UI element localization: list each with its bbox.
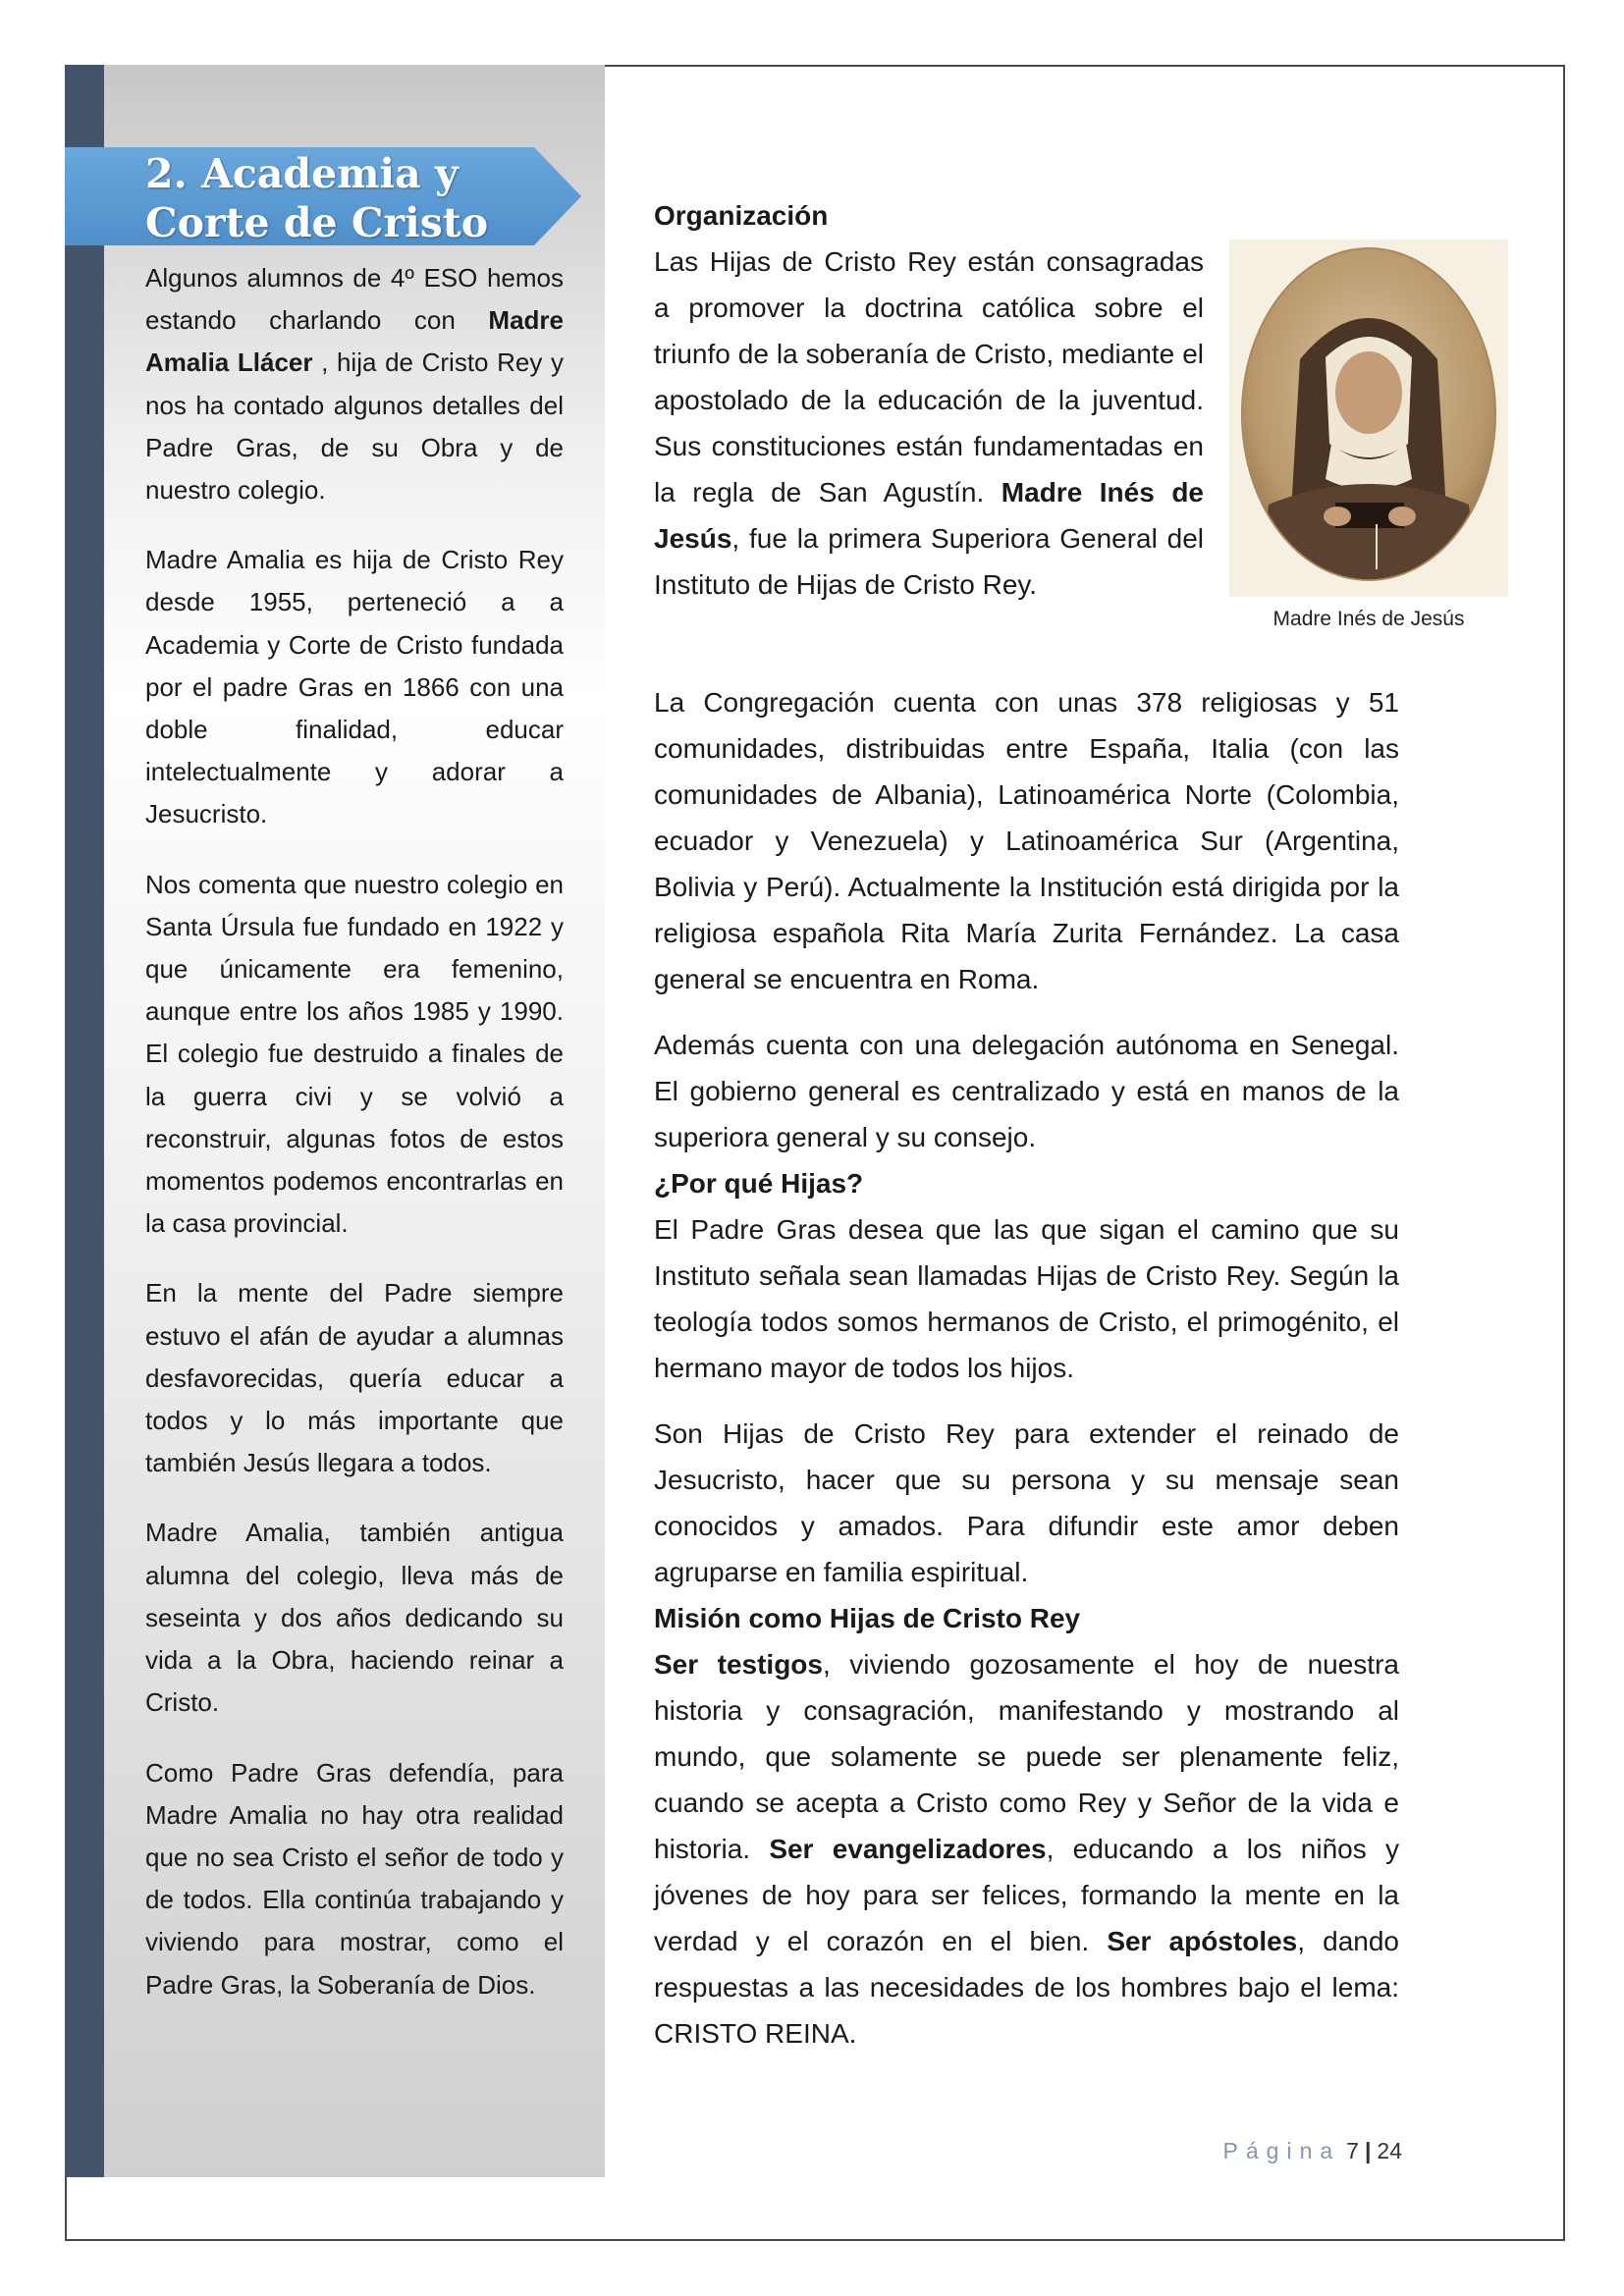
mision-paragraph: Ser testigos, viviendo gozosamente el hoy de nuestra historia y consagración, manifestando y mostrando al mundo, que solamente se puede ser plenamente feliz, cuando se acepta a Cristo como Rey y Señor de la vida e historia. Ser evangelizadores, educando a los niños y jóvenes de hoy para ser felices, formando la mente en la verdad y el corazón en el bien. Ser apóstoles, dando respuestas a las necesidades de los hombres bajo el lema: CRISTO REINA. [654,1649,1399,2049]
sidebar-paragraph-1: Algunos alumnos de 4º ESO hemos estando charlando con Madre Amalia Llácer , hija de Cristo Rey y nos ha contado algunos detalles del Padre Gras, de su Obra y de nuestro colegio. [145,263,564,506]
footer-page-word: Página [1222,2138,1341,2163]
footer-total-pages: 24 [1377,2138,1402,2163]
heading-mision: Misión como Hijas de Cristo Rey [654,1603,1081,1633]
section-title-banner [65,145,583,247]
hijas-paragraph-1: El Padre Gras desea que las que sigan el camino que su Instituto señala sean llamadas Hijas de Cristo Rey. Según la teología todos somos hermanos de Cristo, el primogénito, el hermano mayor de todos los hijos. [654,1214,1399,1383]
bold-ser-testigos: Ser testigos [654,1649,823,1680]
bold-name-ines: Madre Inés de Jesús [654,477,1205,554]
sidebar-paragraph-3: Nos comenta que nuestro colegio en Santa Úrsula fue fundado en 1922 y que únicamente era femenino, aunque entre los años 1985 y 1990. El colegio fue destruido a finales de la guerra civi y se volvió a reconstruir, algunas fotos de estos momentos podemos encontrarlas en la casa provincial. [145,869,564,1239]
sidebar-stripe [65,65,104,2177]
delegacion-paragraph: Además cuenta con una delegación autónoma en Senegal. El gobierno general es centralizado y está en manos de la superiora general y su consejo. [654,1030,1399,1152]
sidebar-paragraph-5: Madre Amalia, también antigua alumna del colegio, lleva más de seseinta y dos años dedicando su vida a la Obra, haciendo reinar a Cristo. [145,1518,564,1718]
bold-name-amalia: Madre Amalia Llácer [145,305,564,378]
photo-caption: Madre Inés de Jesús [1272,608,1465,630]
sidebar-column [145,257,564,2034]
bold-ser-evangelizadores: Ser evangelizadores [769,1834,1047,1864]
heading-por-que-hijas: ¿Por qué Hijas? [654,1168,864,1199]
organizacion-section [654,192,1399,679]
heading-organizacion: Organización [654,200,829,231]
page-footer [1223,2136,1402,2165]
section-title: 2. Academia y Corte de Cristo [145,150,489,246]
organizacion-paragraph: Las Hijas de Cristo Rey están consagradas a promover la doctrina católica sobre el triunfo de la soberanía de Cristo, mediante el apostolado de la educación de la juventud. Sus constituciones están fundamentadas en la regla de San Agustín. Madre Inés de Jesús, fue la primera Superiora General del Instituto de Hijas de Cristo Rey. [654,246,1205,600]
footer-page-number: 7 [1346,2138,1359,2163]
footer-separator: | [1364,2138,1372,2163]
sidebar-paragraph-6: Como Padre Gras defendía, para Madre Amalia no hay otra realidad que no sea Cristo el señor de todo y de todos. Ella continúa trabajando y viviendo para mostrar, como el Padre Gras, la Soberanía de Dios. [145,1757,564,2000]
sidebar-paragraph-2: Madre Amalia es hija de Cristo Rey desde 1955, perteneció a a Academia y Corte de Cristo fundada por el padre Gras en 1866 con una doble finalidad, educar intelectualmente y adorar a Jesucristo. [145,545,564,829]
sidebar-paragraph-4: En la mente del Padre siempre estuvo el afán de ayudar a alumnas desfavorecidas, quería educar a todos y lo más importante que también Jesús llegara a todos. [145,1278,564,1478]
main-column [654,192,1399,2056]
bold-ser-apostoles: Ser apóstoles [1107,1926,1298,1956]
hijas-paragraph-2: Son Hijas de Cristo Rey para extender el reinado de Jesucristo, hacer que su persona y su mensaje sean conocidos y amados. Para difundir este amor deben agruparse en familia espiritual. [654,1418,1399,1587]
congregacion-paragraph: La Congregación cuenta con unas 378 religiosas y 51 comunidades, distribuidas entre España, Italia (con las comunidades de Albania), Latinoamérica Norte (Colombia, ecuador y Venezuela) y Latinoamérica Sur (Argentina, Bolivia y Perú). Actualmente la Institución está dirigida por la religiosa española Rita María Zurita Fernández. La casa general se encuentra en Roma. [654,687,1399,994]
